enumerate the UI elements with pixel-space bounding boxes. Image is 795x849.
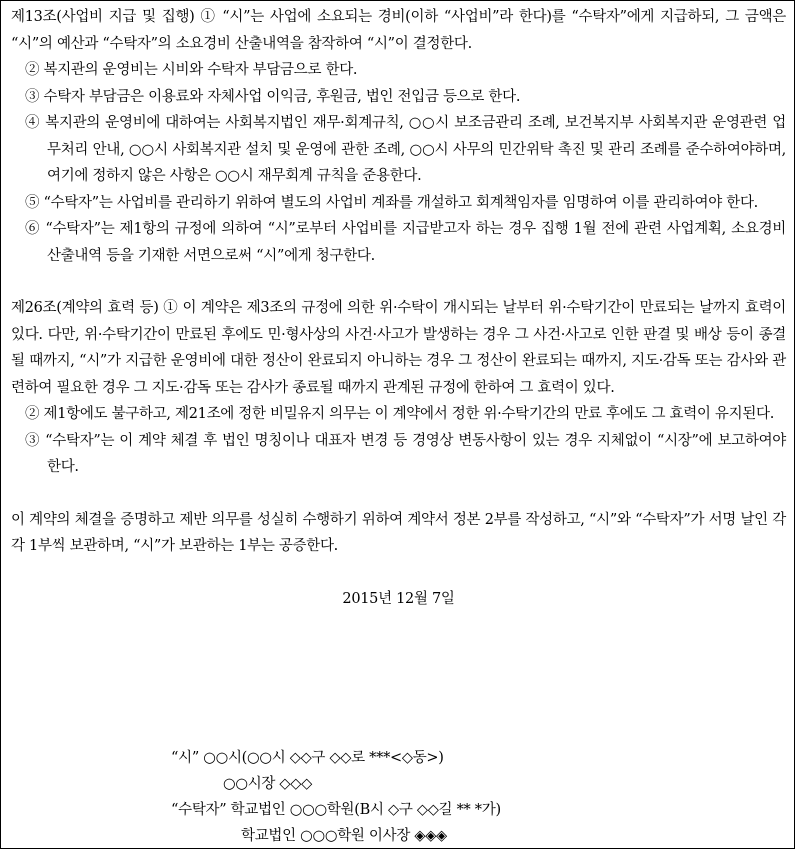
city-signature-line-2: ○○시장 ◇◇◇ xyxy=(223,776,312,792)
article-26-item-3: ③ “수탁자”는 이 계약 체결 후 법인 명칭이나 대표자 변경 등 경영상 변동사항이 있는 경우 지체없이 “시장”에 보고하여야 한다. xyxy=(25,432,786,475)
article-13-item-6: ⑥ “수탁자”는 제1항의 규정에 의하여 “시”로부터 사업비를 지급받고자 하는 경우 집행 1월 전에 관련 사업계획, 소요경비 산출내역 등을 기재한 서면으로써 “시”에게 청구한다. xyxy=(25,221,786,264)
city-signature-line-1: “시” ○○시(○○시 ◇◇구 ◇◇로 ***<◇동>) xyxy=(171,750,444,766)
contract-body xyxy=(11,4,786,612)
article-26-heading: 제26조(계약의 효력 등) ① 이 계약은 제3조의 규정에 의한 위·수탁이 개시되는 날부터 위·수탁기간이 만료되는 날까지 효력이 있다. 다만, 위·수탁기간이 만료된 후에도 민·형사상의 사건·사고가 발생하는 경우 그 사건·사고로 인한 판결 및 배상 등이 종결될 때까지, “시”가 지급한 운영비에 대한 정산이 완료되지 아니하는 경우 그 정산이 완료되는 때까지, 지도·감독 또는 감사와 관련하여 필요한 경우 그 지도·감독 또는 감사가 종료될 때까지 관계된 규정에 한하여 그 효력이 있다. xyxy=(11,300,786,396)
article-13-heading: 제13조(사업비 지급 및 집행) ① “시”는 사업에 소요되는 경비(이하 “사업비”라 한다)를 “수탁자”에게 지급하되, 그 금액은 “시”의 예산과 “수탁자”의 소요경비 산출내역을 참작하여 “시”이 결정한다. xyxy=(11,9,786,52)
article-13-item-4: ④ 복지관의 운영비에 대하여는 사회복지법인 재무·회계규칙, ○○시 보조금관리 조례, 보건복지부 사회복지관 운영관련 업무처리 안내, ○○시 사회복지관 설치 및 운영에 관한 조례, ○○시 사무의 민간위탁 촉진 및 관리 조례를 준수하여야하며, 여기에 정하지 않은 사항은 ○○시 재무회계 규칙을 준용한다. xyxy=(25,115,786,184)
closing-statement: 이 계약의 체결을 증명하고 제반 의무를 성실히 수행하기 위하여 계약서 정본 2부를 작성하고, “시”와 “수탁자”가 서명 날인 각각 1부씩 보관하며, “시”가 보관하는 1부는 공증한다. xyxy=(11,511,786,554)
contract-date: 2015년 12월 7일 xyxy=(342,590,455,607)
article-26-item-2: ② 제1항에도 불구하고, 제21조에 정한 비밀유지 의무는 이 계약에서 정한 위·수탁기간의 만료 후에도 그 효력이 유지된다. xyxy=(25,406,775,422)
article-26 xyxy=(11,295,786,481)
article-13-item-2: ② 복지관의 운영비는 시비와 수탁자 부담금으로 한다. xyxy=(25,62,358,78)
trustee-signature-line-1: “수탁자” 학교법인 ○○○학원(B시 ◇구 ◇◇길 ** *가) xyxy=(171,802,501,818)
article-13 xyxy=(11,4,786,269)
article-13-item-3: ③ 수탁자 부담금은 이용료와 자체사업 이익금, 후원금, 법인 전입금 등으로 한다. xyxy=(25,88,521,105)
article-13-item-5: ⑤ “수탁자”는 사업비를 관리하기 위하여 별도의 사업비 계좌를 개설하고 회계책임자를 임명하여 이를 관리하여야 한다. xyxy=(25,194,758,211)
trustee-signature-line-2: 학교법인 ○○○학원 이사장 ◈◈◈ xyxy=(241,828,447,844)
